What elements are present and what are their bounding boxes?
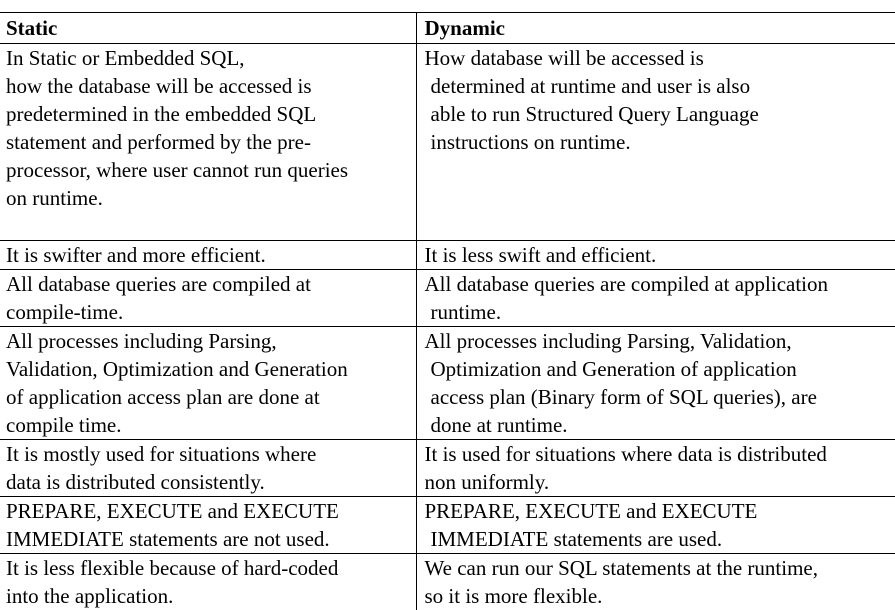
cell-line: All processes including Parsing, Validation,: [425, 327, 895, 355]
cell-line: able to run Structured Query Language: [425, 100, 895, 128]
cell-line: All database queries are compiled at: [6, 270, 416, 298]
cell-line: statement and performed by the pre-: [6, 128, 416, 156]
cell-line: All database queries are compiled at application: [425, 270, 895, 298]
cell-line: It is mostly used for situations where: [6, 440, 416, 468]
table-row: [0, 327, 895, 440]
static-cell: [0, 554, 416, 610]
cell-line: How database will be accessed is: [425, 44, 895, 72]
dynamic-cell: [416, 270, 895, 327]
cell-line: It is less swift and efficient.: [425, 241, 895, 269]
cell-line: processor, where user cannot run queries: [6, 156, 416, 184]
cell-line: All processes including Parsing,: [6, 327, 416, 355]
cell-line: PREPARE, EXECUTE and EXECUTE: [6, 497, 416, 525]
dynamic-cell: [416, 554, 895, 610]
cell-line: data is distributed consistently.: [6, 468, 416, 496]
dynamic-cell: [416, 241, 895, 270]
table-row: [0, 440, 895, 497]
cell-line: Validation, Optimization and Generation: [6, 355, 416, 383]
table-row: [0, 497, 895, 554]
dynamic-cell: [416, 44, 895, 241]
cell-line: done at runtime.: [425, 411, 895, 439]
dynamic-cell: [416, 440, 895, 497]
cell-line: We can run our SQL statements at the runtime,: [425, 554, 895, 582]
cell-line: into the application.: [6, 582, 416, 610]
static-cell: [0, 44, 416, 241]
cell-line: predetermined in the embedded SQL: [6, 100, 416, 128]
cell-line: compile time.: [6, 411, 416, 439]
cell-line: how the database will be accessed is: [6, 72, 416, 100]
dynamic-cell: [416, 497, 895, 554]
cell-line: determined at runtime and user is also: [425, 72, 895, 100]
header-dynamic: Dynamic: [416, 13, 895, 44]
cell-line: It is less flexible because of hard-coded: [6, 554, 416, 582]
comparison-table: [0, 12, 895, 610]
table-row: [0, 44, 895, 241]
cell-line: instructions on runtime.: [425, 128, 895, 156]
static-cell: [0, 497, 416, 554]
static-cell: [0, 327, 416, 440]
dynamic-cell: [416, 327, 895, 440]
cell-line: In Static or Embedded SQL,: [6, 44, 416, 72]
table-row: [0, 241, 895, 270]
cell-line: non uniformly.: [425, 468, 895, 496]
cell-line: It is swifter and more efficient.: [6, 241, 416, 269]
cell-line: IMMEDIATE statements are used.: [425, 525, 895, 553]
table-row: [0, 554, 895, 610]
cell-line: It is used for situations where data is distributed: [425, 440, 895, 468]
cell-line: access plan (Binary form of SQL queries), are: [425, 383, 895, 411]
cell-line: Optimization and Generation of application: [425, 355, 895, 383]
static-cell: [0, 241, 416, 270]
header-static: Static: [0, 13, 416, 44]
table-header: [0, 13, 895, 44]
cell-line: on runtime.: [6, 184, 416, 212]
cell-line: of application access plan are done at: [6, 383, 416, 411]
table-row: [0, 270, 895, 327]
cell-line: PREPARE, EXECUTE and EXECUTE: [425, 497, 895, 525]
cell-line: runtime.: [425, 298, 895, 326]
cell-line: so it is more flexible.: [425, 582, 895, 610]
cell-line: IMMEDIATE statements are not used.: [6, 525, 416, 553]
header-row: [0, 13, 895, 44]
cell-line: compile-time.: [6, 298, 416, 326]
static-cell: [0, 270, 416, 327]
static-cell: [0, 440, 416, 497]
